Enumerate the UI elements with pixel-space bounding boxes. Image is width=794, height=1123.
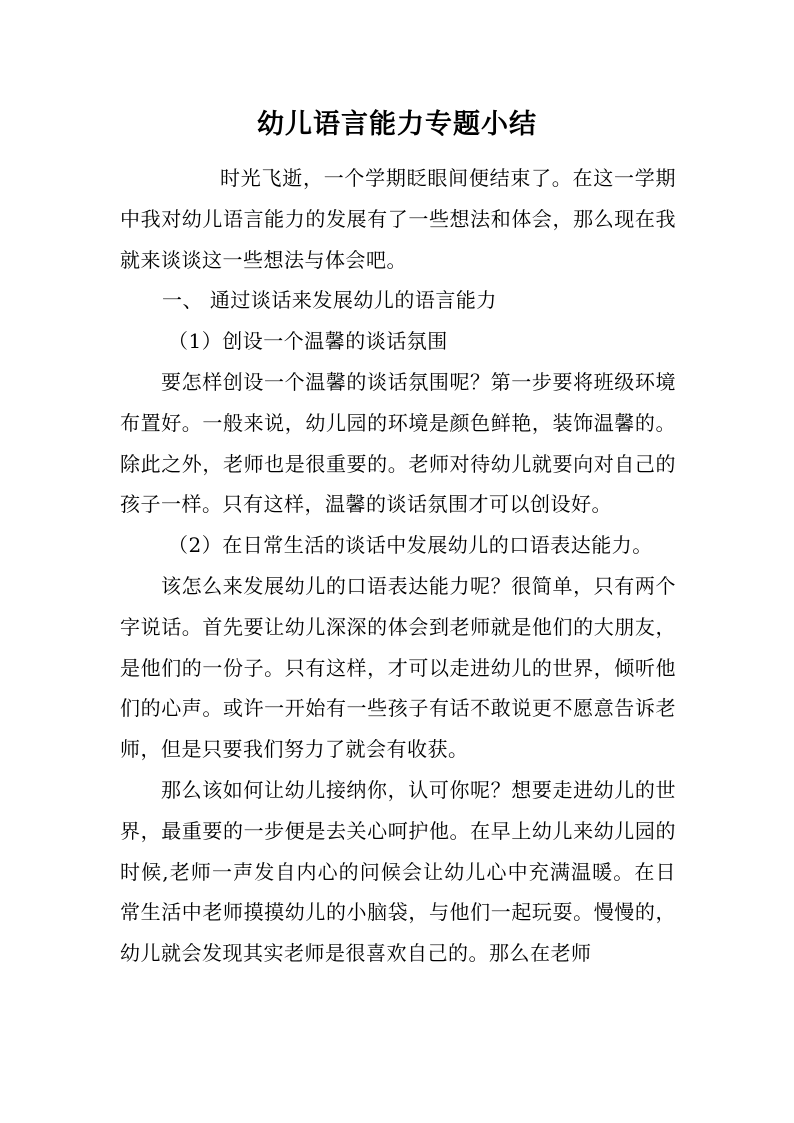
paragraph-intro: 时光飞逝，一个学期眨眼间便结束了。在这一学期中我对幼儿语言能力的发展有了一些想法和体会，那么现在我就来谈谈这一些想法与体会吧。 xyxy=(120,166,676,272)
document-body xyxy=(120,158,676,974)
paragraph-atmosphere: 要怎样创设一个温馨的谈话氛围呢？第一步要将班级环境布置好。一般来说，幼儿园的环境是颜色鲜艳，装饰温馨的。除此之外，老师也是很重要的。老师对待幼儿就要向对自己的孩子一样。只有这样，温馨的谈话氛围才可以创设好。 xyxy=(120,369,676,517)
document-title: 幼儿语言能力专题小结 xyxy=(257,109,537,140)
paragraph-oral-expression: 该怎么来发展幼儿的口语表达能力呢？很简单，只有两个字说话。首先要让幼儿深深的体会到老师就是他们的大朋友，是他们的一份子。只有这样，才可以走进幼儿的世界，倾听他们的心声。或许一开始有一些孩子有话不敢说更不愿意告诉老师，但是只要我们努力了就会有收获。 xyxy=(120,573,676,762)
subsection-heading-2: （2）在日常生活的谈话中发展幼儿的口语表达能力。 xyxy=(168,533,653,558)
paragraph-acceptance: 那么该如何让幼儿接纳你，认可你呢？想要走进幼儿的世界，最重要的一步便是去关心呵护他。在早上幼儿来幼儿园的时候,老师一声发自内心的问候会让幼儿心中充满温暖。在日常生活中老师摸摸幼儿的小脑袋，与他们一起玩耍。慢慢的，幼儿就会发现其实老师是很喜欢自己的。那么在老师 xyxy=(120,777,676,966)
subsection-heading-1: （1）创设一个温馨的谈话氛围 xyxy=(168,329,448,354)
section-heading-1: 一、 通过谈话来发展幼儿的语言能力 xyxy=(162,288,497,313)
